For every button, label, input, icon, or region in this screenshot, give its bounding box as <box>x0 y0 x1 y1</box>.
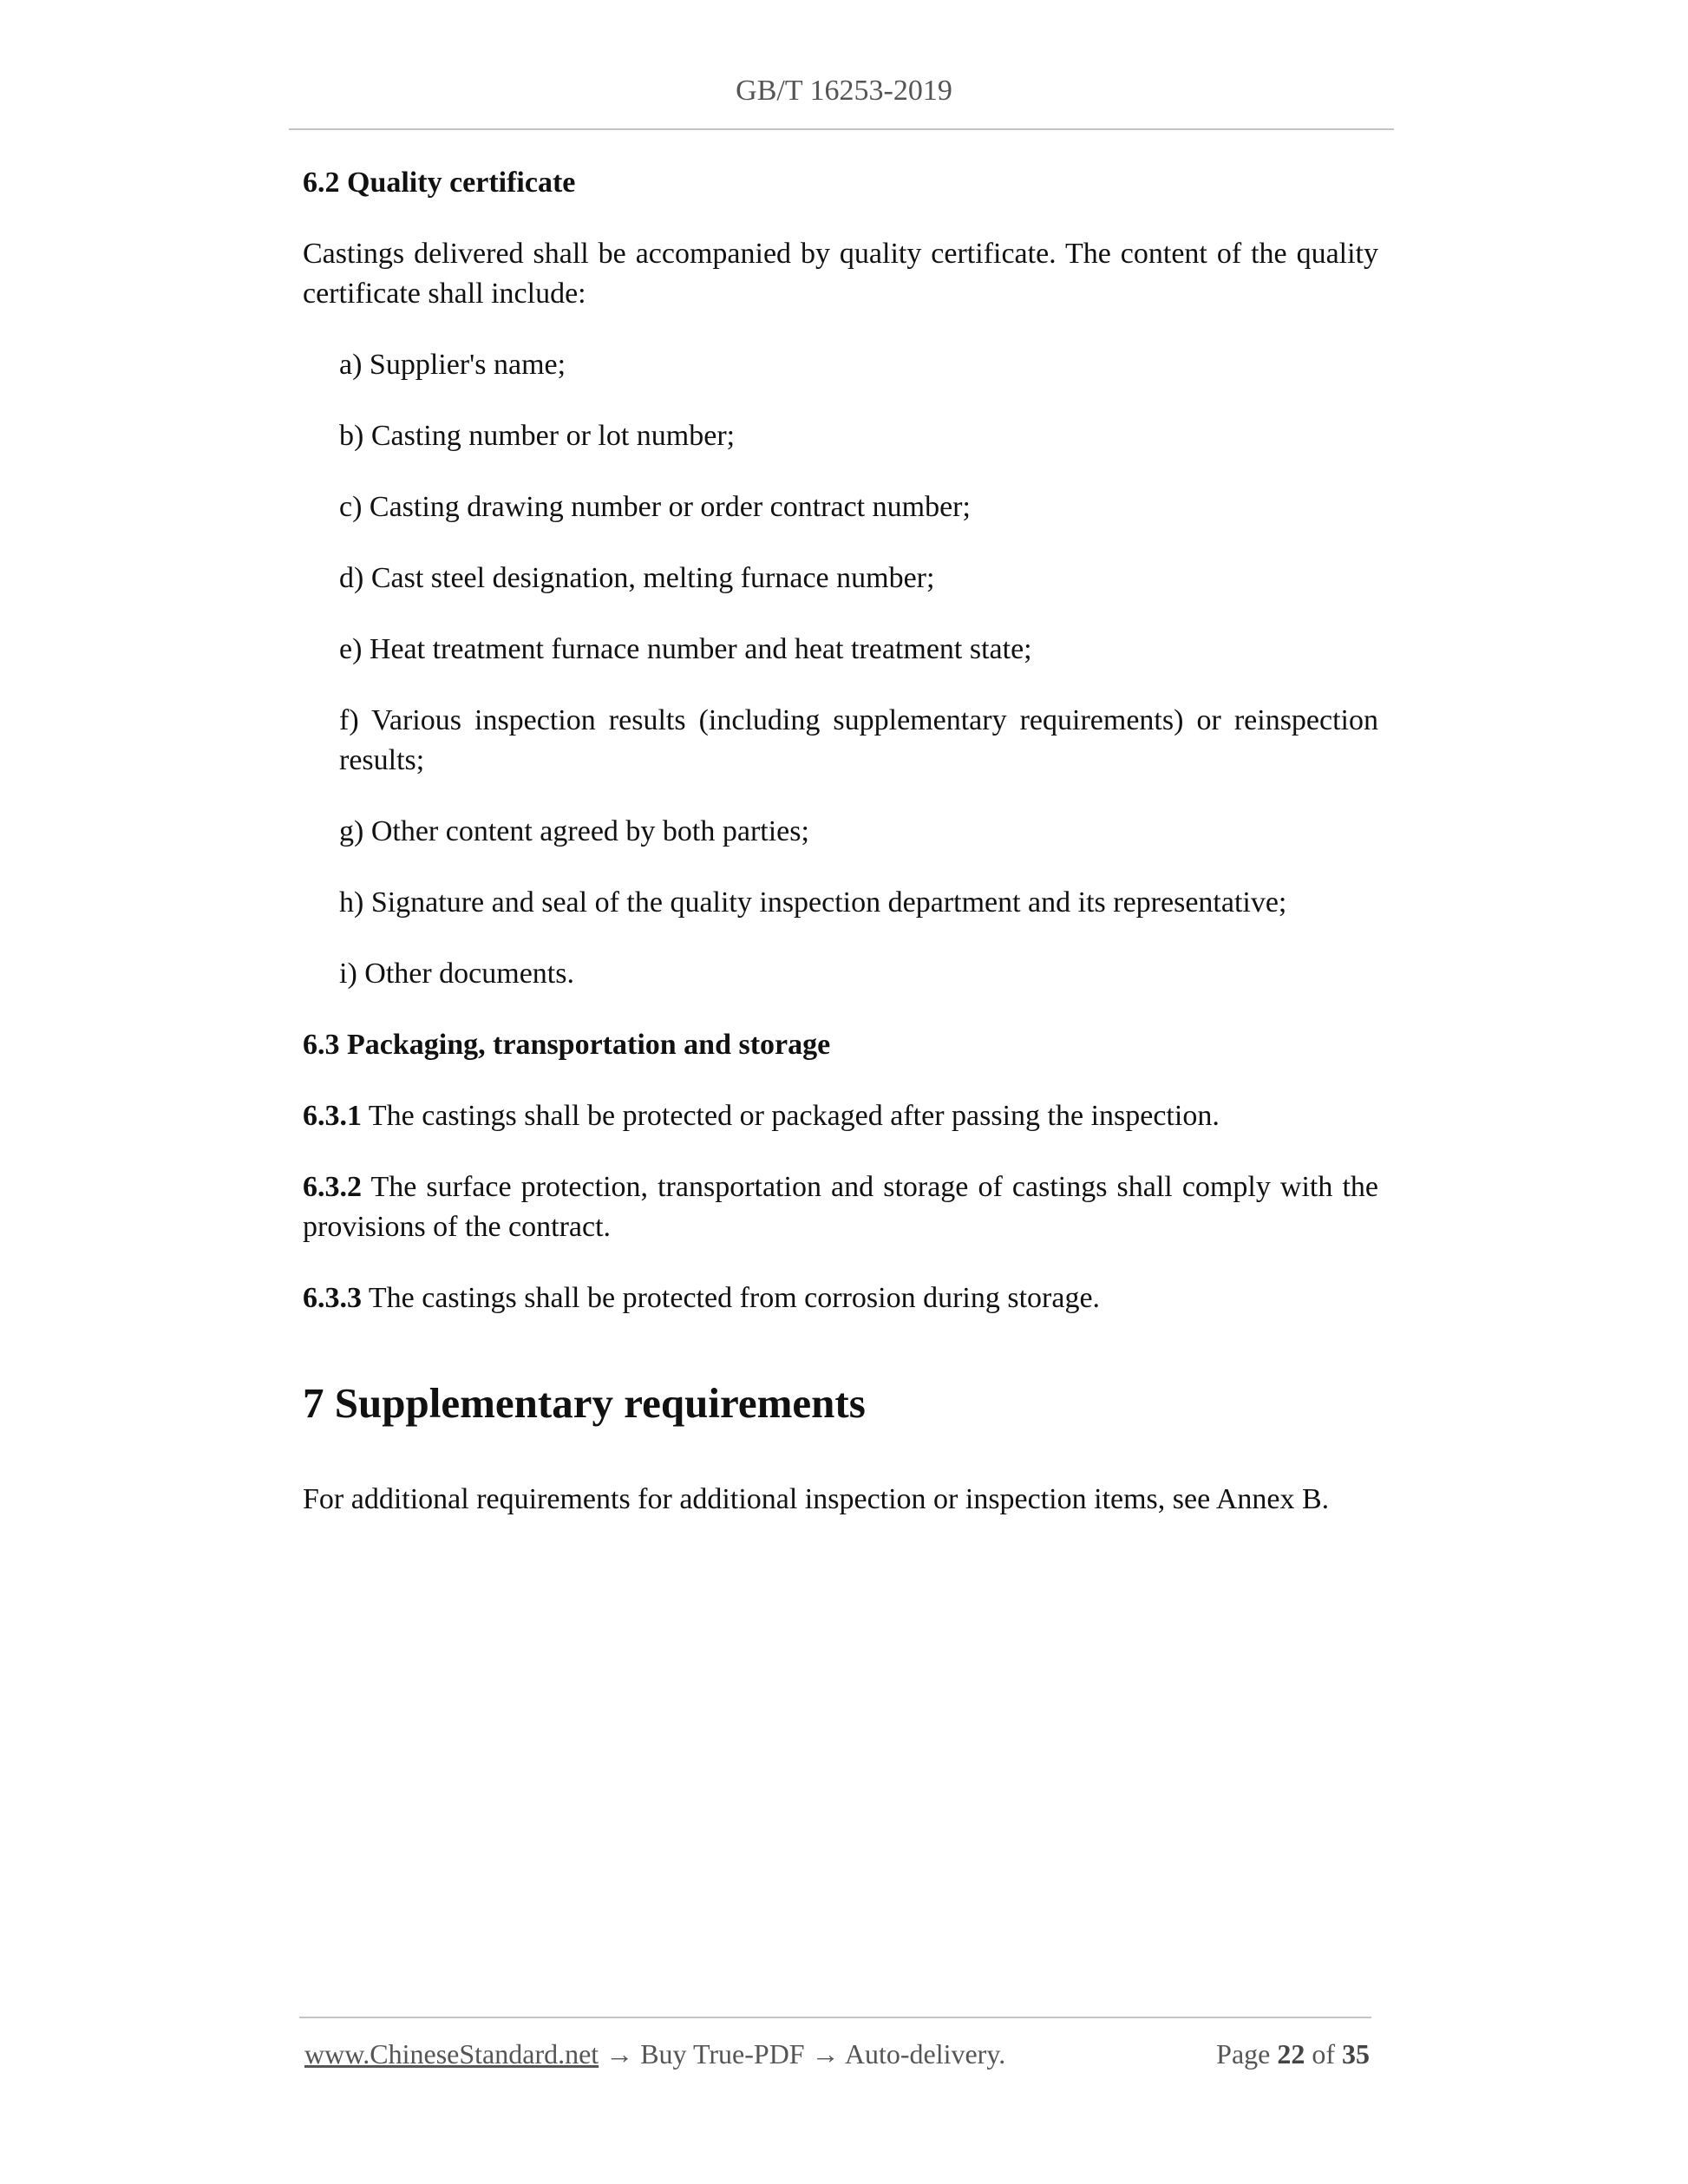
section-6-2-heading: 6.2 Quality certificate <box>303 167 576 199</box>
section-6-2-intro: Castings delivered shall be accompanied by quality certificate. The content of the quality certificate shall include: <box>303 238 1378 310</box>
list-item-c: c) Casting drawing number or order contract number; <box>339 491 971 523</box>
footer-promo <box>304 2035 1005 2073</box>
list-item-i: i) Other documents. <box>339 958 574 990</box>
clause-number: 6.3.1 <box>303 1100 362 1132</box>
footer-divider <box>299 2017 1371 2018</box>
section-6-3-heading: 6.3 Packaging, transportation and storage <box>303 1029 831 1061</box>
clause-6-3-1 <box>303 1096 1378 1136</box>
arrow-right-icon: → <box>811 2038 840 2070</box>
list-item-b: b) Casting number or lot number; <box>339 420 736 452</box>
clause-text: The castings shall be protected or packaged after passing the inspection. <box>362 1100 1220 1132</box>
list-item-a: a) Supplier's name; <box>339 349 566 381</box>
of-label: of <box>1312 2038 1335 2070</box>
list-item-h: h) Signature and seal of the quality inspection department and its representative; <box>339 886 1287 919</box>
document-code-header: GB/T 16253-2019 <box>736 75 952 107</box>
arrow-right-icon: → <box>605 2038 634 2070</box>
clause-6-3-3 <box>303 1278 1378 1318</box>
clause-6-3-2 <box>303 1167 1378 1247</box>
list-item-d: d) Cast steel designation, melting furnace number; <box>339 562 935 594</box>
list-item-g: g) Other content agreed by both parties; <box>339 815 809 847</box>
page-label: Page <box>1216 2038 1271 2070</box>
clause-text: The castings shall be protected from corrosion during storage. <box>362 1282 1101 1314</box>
header-divider <box>289 128 1394 130</box>
clause-number: 6.3.3 <box>303 1282 362 1314</box>
buy-true-pdf-text: Buy True-PDF <box>640 2038 805 2070</box>
page-content <box>303 163 1378 1520</box>
total-pages: 35 <box>1342 2038 1370 2070</box>
current-page: 22 <box>1277 2038 1305 2070</box>
auto-delivery-text: Auto-delivery. <box>844 2038 1006 2070</box>
list-item-f: f) Various inspection results (including supplementary requirements) or reinspection results; <box>339 704 1378 776</box>
section-7-text: For additional requirements for additional inspection or inspection items, see Annex B. <box>303 1483 1330 1515</box>
clause-number: 6.3.2 <box>303 1171 362 1203</box>
website-link[interactable]: www.ChineseStandard.net <box>304 2038 599 2070</box>
clause-text: The surface protection, transportation and storage of castings shall comply with the provisions of the contract. <box>303 1171 1378 1243</box>
section-7-heading: 7 Supplementary requirements <box>303 1379 866 1427</box>
page-number <box>1216 2035 1370 2073</box>
page-footer <box>304 2035 1371 2073</box>
list-item-e: e) Heat treatment furnace number and heat treatment state; <box>339 633 1032 665</box>
